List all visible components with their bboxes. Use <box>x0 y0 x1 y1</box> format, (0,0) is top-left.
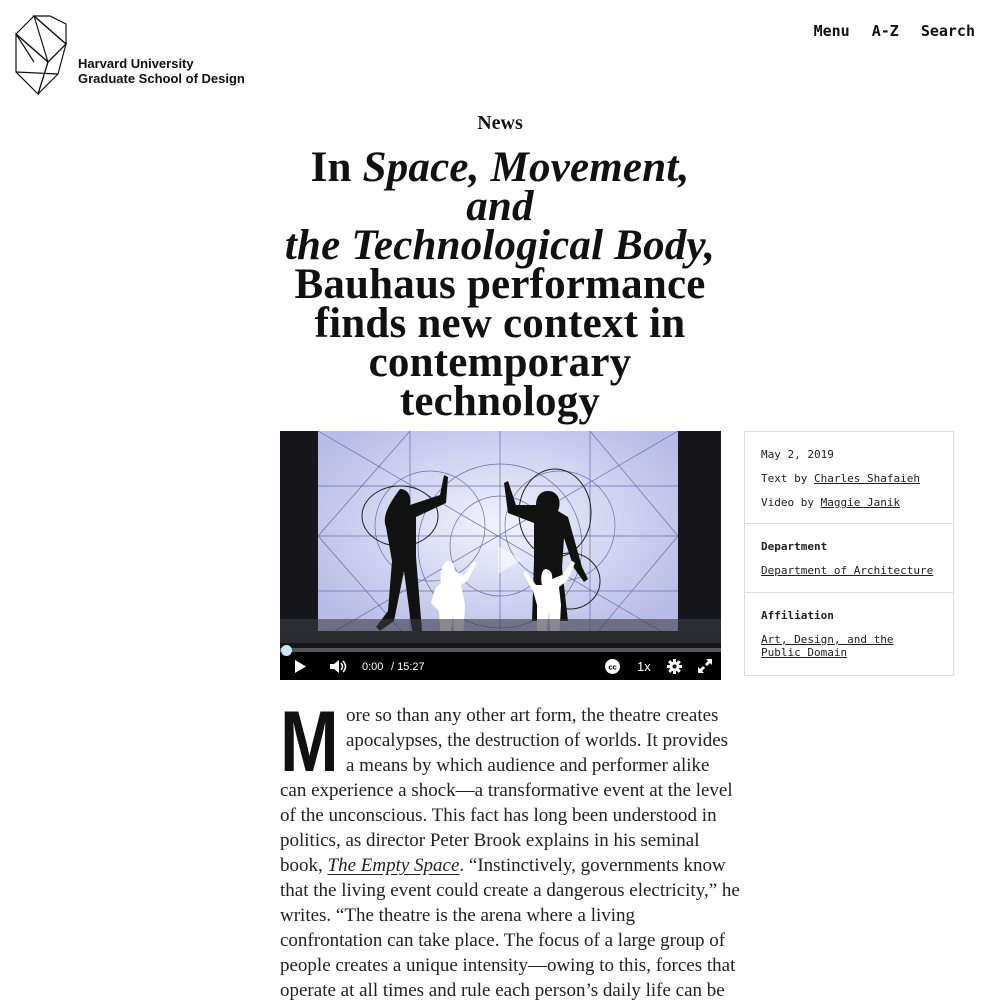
org-name[interactable] <box>78 56 245 86</box>
line7-pre: book, <box>280 855 328 876</box>
article-line: that the living event could create a dangerous electricity,” he <box>280 880 740 901</box>
closed-captions-icon[interactable] <box>605 659 620 674</box>
videographer-link[interactable]: Maggie Janik <box>820 496 901 509</box>
article-line: a means by which audience and performer alike <box>346 755 710 776</box>
video-progress-handle[interactable] <box>281 645 292 656</box>
org-school: Graduate School of Design <box>78 71 245 86</box>
page-title <box>280 144 720 425</box>
title-italic-1: Space, Movement, and <box>362 144 690 230</box>
big-play-icon[interactable] <box>486 538 530 582</box>
article-line: can experience a shock—a transformative event at the level <box>280 780 733 801</box>
video-player[interactable] <box>280 431 721 680</box>
affiliation-label: Affiliation <box>761 609 834 622</box>
article-line: apocalypses, the destruction of worlds. It provides <box>346 730 729 751</box>
nav-search[interactable]: Search <box>920 22 975 40</box>
meta-department <box>745 524 953 593</box>
title-line-3: Bauhaus performance <box>294 261 706 308</box>
nav-menu[interactable]: Menu <box>813 22 850 40</box>
title-prefix: In <box>310 144 363 191</box>
text-by-label: Text by <box>761 472 808 485</box>
department-link[interactable]: Department of Architecture <box>761 564 934 577</box>
affiliation-line-1: Art, Design, and the <box>761 633 894 646</box>
play-icon[interactable] <box>294 660 306 673</box>
video-current-time: 0:00 <box>362 661 384 673</box>
top-nav <box>814 22 975 40</box>
meta-credits <box>745 432 953 524</box>
meta-text-by <box>761 472 937 496</box>
title-line-6: technology <box>399 378 601 425</box>
affiliation-link[interactable] <box>761 633 893 659</box>
section-label[interactable]: News <box>477 112 523 134</box>
fullscreen-icon[interactable] <box>698 659 712 673</box>
meta-video-by <box>761 496 937 520</box>
line7-post: . “Instinctively, governments know <box>459 855 726 876</box>
meta-affiliation <box>745 593 953 659</box>
org-university: Harvard University <box>78 56 194 71</box>
article-line: ore so than any other art form, the theatre creates <box>346 705 719 726</box>
affiliation-line-2: Public Domain <box>761 646 848 659</box>
nav-a-z[interactable]: A-Z <box>871 22 899 40</box>
title-line-5: contemporary <box>368 339 632 386</box>
playback-speed[interactable]: 1x <box>637 659 651 674</box>
gear-icon[interactable] <box>667 659 682 674</box>
svg-text:cc: cc <box>608 662 617 672</box>
article-line: writes. “The theatre is the arena where a living <box>280 905 636 926</box>
article-line <box>280 853 725 878</box>
article-line: politics, as director Peter Brook explains in his seminal <box>280 830 700 851</box>
gsd-logo-icon[interactable] <box>14 14 72 96</box>
article-line: of the unconscious. This fact has long been understood in <box>280 805 717 826</box>
article-line: people creates a unique intensity—owing to this, forces that <box>280 955 736 976</box>
author-link[interactable]: Charles Shafaieh <box>813 472 920 485</box>
title-italic-2: the Technological Body, <box>284 222 716 269</box>
department-label: Department <box>761 540 828 553</box>
video-progress-bar[interactable] <box>280 648 721 652</box>
video-duration: / 15:27 <box>391 661 425 673</box>
article-meta <box>744 431 954 676</box>
empty-space-link[interactable]: The Empty Space <box>327 855 460 876</box>
article-line: confrontation can take place. The focus of a large group of <box>280 930 726 951</box>
title-line-4: finds new context in <box>314 300 686 347</box>
meta-date: May 2, 2019 <box>761 448 834 461</box>
article-body <box>280 694 740 1003</box>
video-by-label: Video by <box>761 496 814 509</box>
article-line: operate at all times and rule each person’s daily life can be <box>280 980 725 1001</box>
drop-cap: M <box>280 694 339 790</box>
volume-icon[interactable] <box>330 659 347 674</box>
